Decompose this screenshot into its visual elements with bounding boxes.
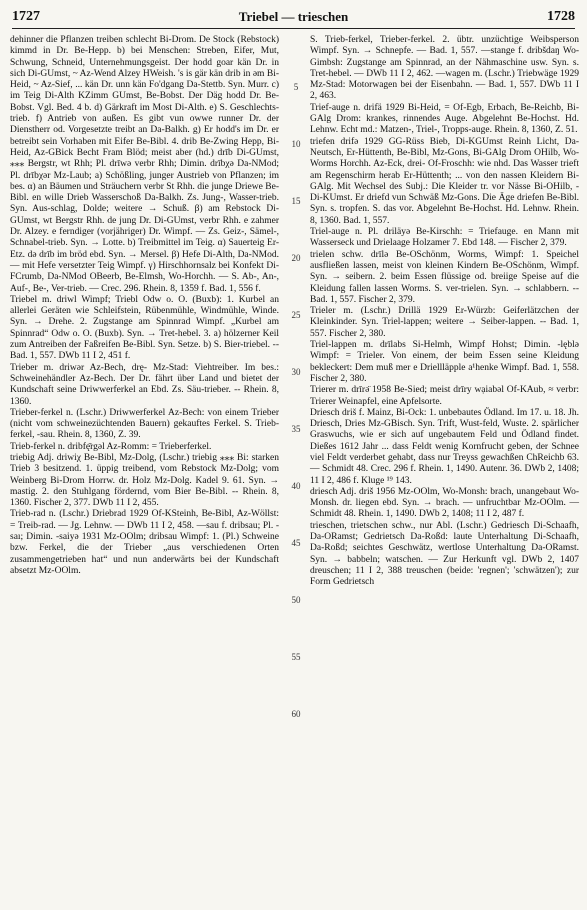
page-number-right: 1728: [546, 9, 575, 24]
line-number: 25: [291, 310, 301, 320]
running-title: Triebel — trieschen: [238, 9, 349, 24]
entry-driesch-adj: driesch Adj. driš 1956 Mz-OOlm, Wo-Monsh: brach, unangebaut Wo-Monsh. dr. liegen ebd. Syn. → brach. — unfruchtbar Mz-OOlm. — Schmidt 48. Rhein. 1, 1490. DWb 2, 1408; 11 I 2, 487 f.: [310, 486, 579, 520]
header-rule: [12, 28, 575, 29]
entry-trieb-rad: Trieb-rad n. (Lschr.) Driebrad 1929 Of-KSteinh, Be-Bibl, Az-Wöllst: = Treib-rad. — Jg. Lehnw. — DWb 11 I 2, 458. —sau f. dribsau; Pl. -saı; Dimin. -saiyə 1931 Mz-OOlm; dribsau Wimpf: 1. (Pl.) Schweine bzw. Ferkel, die der Trieber „aus verschiedenen Orten zusammengetrieben hat“ und nun anderwärts bei der Kundschaft absetzt Mz-OOlm.: [10, 509, 279, 576]
line-number: 50: [291, 595, 301, 605]
right-column: [310, 35, 579, 589]
line-number: 15: [291, 196, 301, 206]
line-number: 30: [291, 367, 301, 377]
entry-trieb-continued: dehinner die Pflanzen treiben schlecht Bi-Drom. De Stock (Rebstock) kimmd in Dr. Be-Hepp. b) bei Menschen: Streben, Eifer, Mut, Schwung, Schneid, Unternehmungsgeist. Der hodd goar kän Dr. in sich Di-GUmst, ~ Az-Wend Alzey HWeish. 's is gär kän drib in əm Bi-Heid, ~ Az-Sief, ... kän Dr. unn kän Fo'dgang Da-Stettb. Syn. Murr. c) im Teig Di-Alth KZimm GUmst, Be-Bobst. Der Däg hodd Dr. Be-Bobst. Vgl. Bed. 4 b. d) Gärkraft im Most Di-Alth. e) S. Geschlechts-trieb. f) Antrieb von außen. Es gibt vun owwe runner Dr. der Dienstherr od. Vorgesetzte treibt an Da-Balkh. g) Er hodd's im Dr. er betreibt sein Vorhaben mit Eifer Be-Bibl. 4. drib Be-Zwing Hepp, Bi-Heid, Az-GBick Becht Fram Blöd; meist aber (hd.) drīb Di-GUmst, ⁎⁎⁎ Bergstr, wt Rhh; Pl. drīwə verbr Rhh; Dimin. drībχə Da-NMod; Pl. drībχər Mz-Laub; a) Schößling, junger Austrieb von Pflanzen; im bes. α) an Bäumen und Sträuchern verbr St Rhh. die junge Driewe Be-Bibl. en wille Drieb Wasserschoß Da-Balkh. Zs. Jung-, Wasser-trieb. Syn. Aus-schlag, Dolde; weitere → Schuß. β) am Rebstock Di-GUmst, wt Bergstr Rhh. de jung Dr. Di-GUmst, verbr Rhh. e zahmer Dr. Alzey. e ferndiger (vorjähriger) Dr. Wimpf. — Zs. Geiz-, Sämel-, Schnabel-trieb. Syn. → Lotte. b) Treibmittel im Teig. α) Sauerteig Er-Etz. də drīb im bröd ebd. Syn. → Mersel. β) Hefe Di-Alth, Da-NMod. — mit Hefe versetzter Teig Wimpf. γ) Hirschhornsalz bei Konfekt Di-FCrumb, Da-NMod OBeerb, Be-Elmsh, Wo-Horchh. — S. Ab-, An-, Auf-, Be-, Ver-trieb. — Crec. 296. Rhein. 8, 1359 f. Bad. 1, 556 f.: [10, 35, 279, 294]
entry-trieb-ferkel: Trieb-ferkel n. dribfę̄rgəl Az-Romm: = Trieberferkel.: [10, 441, 212, 452]
line-number: 20: [291, 253, 301, 263]
entry-trieber: Trieber m. driwər Az-Bech, drę- Mz-Stad: Viehtreiber. Im bes.: Schweinehändler Az-Bech. Der Dr. fährt über Land und bietet der Kundschaft seine Driwwerferkel an Ebd. Zs. Säu-trieber. -- Rhein. 8, 1360.: [10, 362, 279, 407]
entry-triebig: triebig Adj. driwiχ Be-Bibl, Mz-Dolg, (Lschr.) triebig ⁎⁎⁎ Bi: starken Trieb 3 besitzend. 1. üppig treibend, vom Rebstock Mz-Dolg; vom Weinberg Bi-Drom Horrw. dr. Holz Mz-Dolg. Kadel 9. 61. Syn. → mastig. 2. den Stuhlgang fördernd, vom Bier Be-Bibl. -- Rhein. 8, 1360. Fischer 2, 377. DWb 11 I 2, 455.: [10, 452, 279, 509]
line-number: 35: [291, 424, 301, 434]
entry-trief-auge: Trief-auge n. drifä 1929 Bi-Heid, = Of-Egb, Erbach, Be-Reichb, Bi-GAlg Drom: krankes, rinnendes Auge. Abgelehnt Be-Hochst. Hd. Lehnw. Echt md.: Matzen-, Triel-, Tropps-auge. Rhein. 8, 1360, Z. 51.: [310, 102, 579, 136]
line-number: 10: [291, 139, 301, 149]
entry-trieb-sau-continued: S. Trieb-ferkel, Trieber-ferkel. 2. übtr. unzüchtige Weibsperson Wimpf. Syn. → Schnepfe. — Bad. 1, 557. —stange f. dribšdaŋ Wo-Gimbsh: Zugstange am Spinnrad, an der Nähmaschine usw. Syn. s. Tret-hebel. — DWb 11 I 2, 462. —wagen m. (Lschr.) Triebwäge 1929 Mz-Stad: Motorwagen bei der Eisenbahn. — Bad. 1, 557. DWb 11 I 2, 463.: [310, 35, 579, 102]
line-number: 40: [291, 481, 301, 491]
entry-trieber-ferkel: Trieber-ferkel n. (Lschr.) Driwwerferkel Az-Bech: von einem Trieber (nicht vom schweinezüchtenden Bauern) gekauftes Ferkel. S. Trieb-ferkel, -sau. Rhein. 8, 1360, Z. 39.: [10, 407, 279, 441]
page-header: [12, 6, 575, 28]
left-column: [10, 35, 279, 577]
entry-driesch-noun: Driesch dris̆ f. Mainz, Bi-Ock: 1. unbebautes Ödland. Im 17. u. 18. Jh. Driesch, Dries Mz-GBisch. Syn. Trift, Wust-feld, Wuste. 2. spärlicher Graswuchs, wie er sich auf ungebautem Feld und Ödland findet. Dießes 1612 Jahr ... dass Feldt wenig Kornfrucht geben, der Schnee viel Feldt verderbet gehabt, dass nur Treyss gewachßen ChReichb 63. — Schmidt 48. Crec. 296 f. Rhein. 1, 1490. Autenr. 36. DWb 2, 1408; 11 I 2, 486 f. Kluge ¹⁹ 143.: [310, 407, 579, 486]
entry-trielen: trielen schw. drīlə Be-OSchönm, Worms, Wimpf: 1. Speichel ausfließen lassen, meist von kleinen Kindern Be-OSchönm, Wimpf. Syn. → seibern. 2. beim Essen flüssige od. breiige Speise auf die Kleidung fallen lassen Worms. S. ver-trielen. Syn. → schlabbern. -- Bad. 1, 557. Fischer 2, 379.: [310, 249, 579, 305]
entry-triel-lappen: Triel-lappen m. drīlabs Si-Helmh, Wimpf Hohst; Dimin. -lęblə Wimpf: = Trieler. Von einem, der beim Essen seine Kleidung bekleckert: Dem muß mer e Driellläpple a¹henke Wimpf. Bad. 1, 558. Fischer 2, 380.: [310, 340, 579, 384]
entry-trieschen: trieschen, trietschen schw., nur Abl. (Lschr.) Gedriesch Di-Schaafh, Da-ORamst; Gedrietsch Da-Roßd: laute Unterhaltung Di-Schaafh, Da-Roßd; seichtes Geschwätz, wertlose Unterhaltung Da-ORamst. Syn. → babbeln; watschen. — Zur Herkunft vgl. DWb 2, 1407 dreuschen; 11 I 2, 388 treuschen (beide: 'regnen'; 'schwätzen'); zur Form Gedrietsch: [310, 520, 579, 588]
entry-triel-auge: Triel-auge n. Pl. driläyə Be-Kirschh: = Triefauge. en Mann mit Wasserseck und Drielaage Holzamer 7. Ebd 148. — Fischer 2, 379.: [310, 227, 579, 249]
page-number-left: 1727: [12, 9, 40, 24]
line-number: 60: [291, 709, 301, 719]
entry-triebel: Triebel m. driwl Wimpf; Triebl Odw o. O. (Buxb): 1. Kurbel an allerlei Geräten wie Schleifstein, Rübenmühle, Windmühle, Winde. Syn. → Drehe. 2. Zugstange am Spinnrad Wimpf. „Kurbel am Spinnrad“ Odw o. O. (Buxb). Syn. → Tret-hebel. 3. a) hölzerner Keil zum Antreiben der Faßreifen Be-Bibl. Syn. Setze. b) S. Bier-triebel. -- Bad. 1, 557. DWb 11 I 2, 451 f.: [10, 294, 279, 362]
entry-trierer: Trierer m. drīrə̈ 1958 Be-Sied; meist drīry wạiabəl Of-KAub, ≈ verbr: Trierer Weinapfel, eine Apfelsorte.: [310, 385, 579, 407]
line-number: 55: [291, 652, 301, 662]
entry-trieler: Trieler m. (Lschr.) Drillä 1929 Er-Würzb: Geiferlätzchen der Kleinkinder. Syn. Triel-lappen; weitere → Seiber-lappen. -- Bad. 1, 557. Fischer 2, 380.: [310, 306, 579, 339]
entry-triefen: triefen drifə 1929 GG-Rüss Bieb, Di-KGUmst Reinh Licht, Da-Neutsch, Er-Hüttenth, Be-Bibl, Mz-Gons, Bi-GAlg Drom OHilb, Wo-Worms Horchh. Az-Eck, drei- Of-Froschh: wie nhd. Das Wasser trieft am Regenschirm herab Er-Hüttenth; ... von den nassen Kleidern Bi-GAlg. Mit Wechsel des Subj.: Die Kleider tr. vor Nässe Bi-OHilb, - Di-KUmst. Er driefd vun Schwäß Mz-Gons. Die Äge driefen Be-Bibl. Syn. s. tropfen. S. das vor. Abgelehnt Be-Hochst. Hd. Lehnw. Rhein. 8, 1360. Bad. 1, 557.: [310, 136, 579, 226]
line-number: 45: [291, 538, 301, 548]
line-number: 5: [293, 82, 299, 92]
